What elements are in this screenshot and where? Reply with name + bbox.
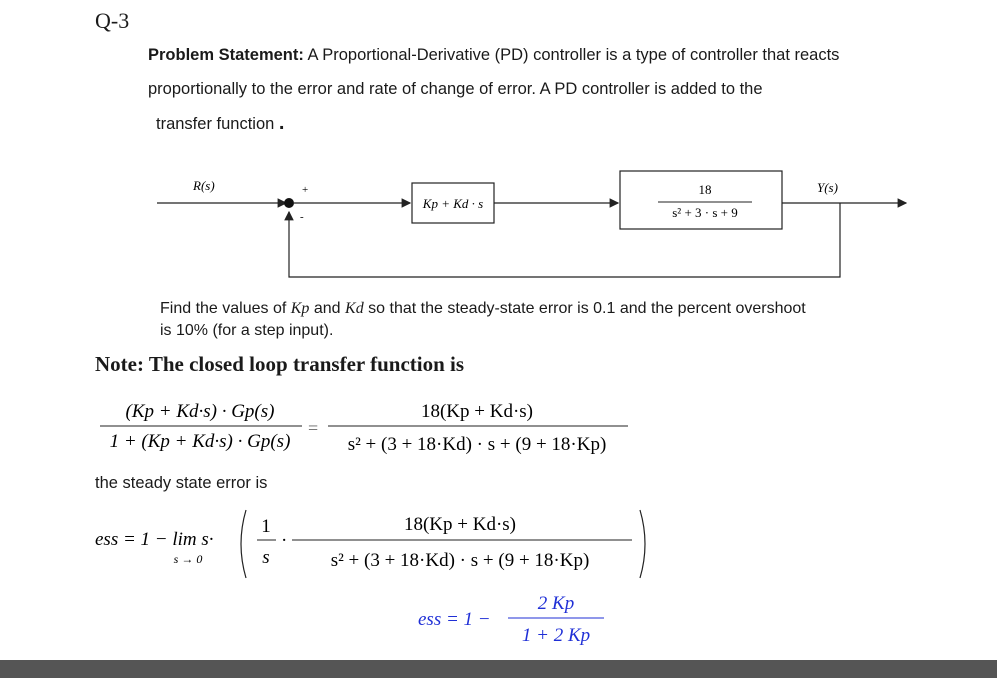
- find-and: and: [313, 300, 341, 317]
- block-diagram: [0, 160, 997, 290]
- eq3-lhs: ess = 1 −: [418, 609, 491, 630]
- find-line2: is 10% (for a step input).: [160, 322, 334, 339]
- eq2-limit-subscript: s → 0: [173, 552, 203, 566]
- eq3-denominator: 1 + 2 Kp: [521, 625, 591, 646]
- find-statement: [160, 298, 940, 342]
- eq2-lhs: ess = 1 − lim s·: [95, 529, 214, 550]
- eq1-lhs-denominator: 1 + (Kp + Kd·s) · Gp(s): [109, 431, 291, 452]
- minus-sign: -: [300, 211, 304, 223]
- plant-block: [620, 171, 782, 229]
- eq2-s: s: [262, 547, 270, 568]
- eq3-numerator: 2 Kp: [537, 593, 575, 614]
- input-label: R(s): [193, 178, 215, 193]
- eq1-lhs-numerator: (Kp + Kd·s) · Gp(s): [125, 401, 275, 422]
- eq1-rhs-numerator: 18(Kp + Kd·s): [420, 401, 534, 422]
- plant-denominator: s² + 3 · s + 9: [672, 205, 738, 220]
- closed-loop-equation: [0, 390, 997, 470]
- eq1-equals: =: [308, 418, 319, 438]
- question-label: Q-3: [95, 8, 130, 33]
- result-equation: [0, 585, 997, 655]
- output-label: Y(s): [817, 180, 838, 195]
- find-kd: Kd: [345, 300, 364, 317]
- steady-state-equation: [0, 500, 997, 590]
- problem-tail-dot: .: [278, 112, 285, 134]
- find-kp: Kp: [290, 300, 310, 317]
- eq2-dot: ·: [281, 530, 288, 551]
- problem-statement: [148, 38, 928, 141]
- find-prefix: Find the values of: [160, 300, 287, 317]
- plus-sign: +: [302, 184, 309, 196]
- eq2-right-paren: [640, 510, 645, 578]
- problem-lead: Problem Statement:: [148, 46, 304, 64]
- find-suffix: so that the steady-state error is 0.1 and the percent overshoot: [368, 300, 806, 317]
- eq2-denominator: s² + (3 + 18·Kd) · s + (9 + 18·Kp): [330, 550, 590, 571]
- note-heading: Note: The closed loop transfer function is: [95, 352, 465, 376]
- problem-tail-text: transfer function: [156, 115, 275, 133]
- eq2-numerator: 18(Kp + Kd·s): [403, 514, 517, 535]
- problem-text: A Proportional-Derivative (PD) controller is a type of controller that reacts proportionally to the error and rate of change of error. A PD controller is added to the: [148, 46, 840, 98]
- bottom-bar: [0, 660, 997, 678]
- plant-numerator: 18: [698, 182, 712, 197]
- summing-junction: [284, 198, 294, 208]
- eq2-left-paren: [241, 510, 246, 578]
- controller-label: Kp + Kd · s: [422, 196, 484, 211]
- steady-state-label: the steady state error is: [95, 474, 268, 492]
- eq1-rhs-denominator: s² + (3 + 18·Kd) · s + (9 + 18·Kp): [347, 434, 607, 455]
- eq2-one: 1: [261, 516, 271, 537]
- problem-tail: [148, 106, 928, 141]
